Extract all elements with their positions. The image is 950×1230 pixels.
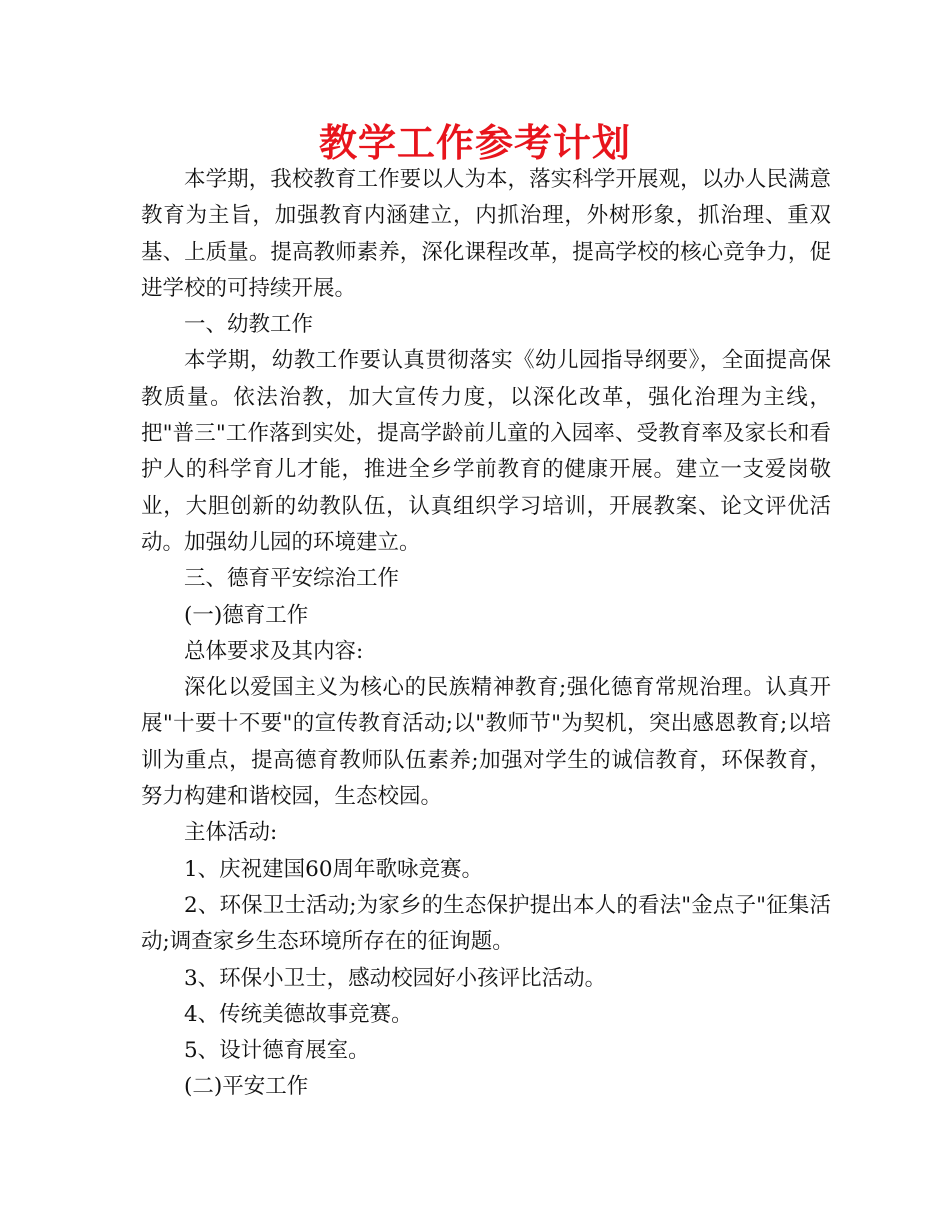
paragraph-preschool: 本学期，幼教工作要认真贯彻落实《幼儿园指导纲要》，全面提高保教质量。依法治教，加大宣传力度，以深化改革，强化治理为主线，把"普三"工作落到实处，提高学龄前儿童的入园率、受教育率及家长和看护人的科学育儿才能，推进全乡学前教育的健康开展。建立一支爱岗敬业，大胆创新的幼教队伍，认真组织学习培训，开展教案、论文评优活动。加强幼儿园的环境建立。 (141, 348, 831, 555)
paragraph-moral: 深化以爱国主义为核心的民族精神教育;强化德育常规治理。认真开展"十要十不要"的宣传教育活动;以"教师节"为契机，突出感恩教育;以培训为重点，提高德育教师队伍素养;加强对学生的诚信教育，环保教育，努力构建和谐校园，生态校园。 (141, 675, 831, 810)
subsection-heading-moral: (一)德育工作 (184, 602, 309, 628)
list-item: 5、设计德育展室。 (184, 1038, 370, 1064)
list-item: 3、环保小卫士，感动校园好小孩评比活动。 (184, 965, 607, 991)
list-item: 4、传统美德故事竞赛。 (184, 1001, 413, 1027)
list-item: 2、环保卫士活动;为家乡的生态保护提出本人的看法"金点子"征集活动;调查家乡生态环境所存在的征询题。 (141, 892, 831, 955)
paragraph-intro: 本学期，我校教育工作要以人为本，落实科学开展观，以办人民满意教育为主旨，加强教育内涵建立，内抓治理，外树形象，抓治理、重双基、上质量。提高教师素养，深化课程改革，提高学校的核心竞争力，促进学校的可持续开展。 (141, 167, 831, 301)
document-title: 教学工作参考计划 (318, 121, 631, 165)
subsection-heading-safety: (二)平安工作 (184, 1074, 309, 1100)
section-heading-preschool: 一、幼教工作 (184, 312, 314, 338)
document-body (141, 162, 831, 1106)
section-heading-moral-safety: 三、德育平安综治工作 (184, 566, 400, 592)
label-requirements: 总体要求及其内容: (184, 638, 364, 664)
label-main-activities: 主体活动: (184, 820, 278, 846)
list-item: 1、庆祝建国60周年歌咏竞赛。 (184, 856, 484, 882)
